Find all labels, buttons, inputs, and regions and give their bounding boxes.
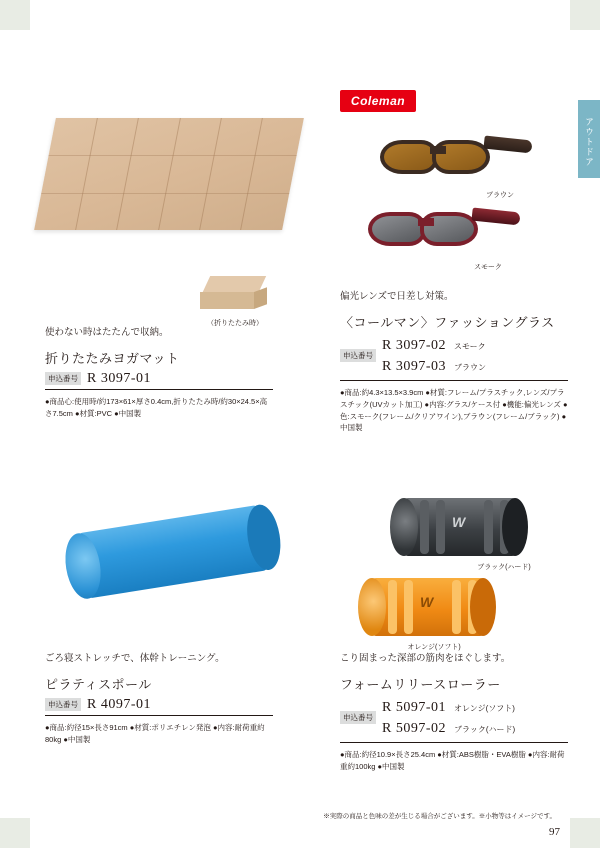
fashion-glasses-code-variant-1: スモーク (454, 342, 486, 352)
yoga-mat-code-number: R 3097-01 (87, 371, 151, 387)
corner-decoration-bottom-right (570, 818, 600, 848)
pilates-pole-spec: ●商品:約径15×長さ91cm ●材質:ポリエチレン発泡 ●内容:耐荷重約80kg ●中国製 (45, 723, 265, 744)
coleman-brand-logo: Coleman (340, 90, 416, 112)
corner-decoration-bottom-left (0, 818, 30, 848)
fashion-glasses-image (340, 90, 568, 290)
glasses-smoke-caption: スモーク (474, 264, 502, 271)
yoga-mat-folded-illustration (200, 276, 268, 316)
pilates-pole-code-label: 申込番号 (45, 698, 81, 711)
foam-roller-code-label: 申込番号 (340, 711, 376, 724)
product-block-foam-roller (340, 480, 568, 773)
yoga-mat-folded-caption: （折りたたみ時） (207, 320, 263, 327)
fashion-glasses-code-row-2 (382, 356, 486, 377)
fashion-glasses-code-number-2: R 3097-03 (382, 359, 446, 375)
foam-roller-catchcopy: こり固まった深部の筋肉をほぐします。 (340, 653, 511, 664)
foam-roller-spec: ●商品:約径10.9×長さ25.4cm ●材質:ABS樹脂・EVA樹脂 ●内容:耐荷重約100kg ●中国製 (340, 750, 565, 771)
yoga-mat-spec: ●商品心:使用時/約173×61×厚さ0.4cm,折りたたみ時/約30×24.5×高さ7.5cm ●材質:PVC ●中国製 (45, 397, 268, 418)
foam-roller-code-row-2 (382, 718, 515, 739)
glasses-brown-caption: ブラウン (486, 192, 514, 199)
yoga-mat-image (45, 118, 273, 326)
pilates-pole-catchcopy: ごろ寝ストレッチで、体幹トレーニング。 (45, 653, 225, 664)
fashion-glasses-catchcopy: 偏光レンズで日差し対策。 (340, 291, 454, 302)
glasses-smoke-illustration (368, 202, 518, 258)
corner-decoration-top-right (570, 0, 600, 30)
fashion-glasses-code-rows (340, 335, 568, 381)
foam-roller-code-rows (340, 697, 568, 743)
pilates-pole-image (45, 500, 273, 652)
yoga-mat-illustration (34, 118, 304, 230)
fashion-glasses-code-variant-2: ブラウン (454, 363, 486, 373)
foam-roller-code-variant-1: オレンジ(ソフト) (454, 704, 515, 714)
category-side-tab: アウトドア (578, 100, 600, 178)
yoga-mat-code-row (45, 371, 273, 390)
foam-roller-code-variant-2: ブラック(ハード) (454, 725, 516, 735)
foam-roller-orange-caption: オレンジ(ソフト) (407, 644, 461, 651)
yoga-mat-name: 折りたたみヨガマット (45, 351, 180, 367)
foam-roller-black-illustration: W (390, 498, 528, 556)
glasses-brown-illustration (380, 130, 530, 186)
page-number: 97 (549, 826, 560, 838)
fashion-glasses-code-number-1: R 3097-02 (382, 338, 446, 354)
foam-roller-black-caption: ブラック(ハード) (477, 564, 531, 571)
pilates-pole-name: ピラティスポール (45, 677, 152, 693)
yoga-mat-code-label: 申込番号 (45, 372, 81, 385)
foam-roller-name: フォームリリースローラー (340, 677, 501, 693)
corner-decoration-top-left (0, 0, 30, 30)
footer-disclaimer: ※実際の商品と色味の差が生じる場合がございます。※小物等はイメージです。 (323, 813, 556, 820)
foam-roller-orange-illustration: W (358, 578, 496, 636)
product-block-fashion-glasses (340, 90, 568, 434)
pilates-pole-code-number: R 4097-01 (87, 697, 151, 713)
pilates-pole-code-row (45, 697, 273, 716)
yoga-mat-catchcopy: 使わない時はたたんで収納。 (45, 327, 169, 338)
fashion-glasses-code-label: 申込番号 (340, 349, 376, 362)
pilates-pole-illustration (61, 505, 269, 601)
fashion-glasses-name: 〈コールマン〉ファッショングラス (340, 315, 555, 331)
foam-roller-code-row-1 (382, 697, 515, 718)
foam-roller-code-number-2: R 5097-02 (382, 721, 446, 737)
product-block-yoga-mat (45, 118, 273, 420)
foam-roller-image (340, 480, 568, 652)
product-block-pilates-pole (45, 500, 273, 746)
foam-roller-code-number-1: R 5097-01 (382, 700, 446, 716)
fashion-glasses-code-row-1 (382, 335, 486, 356)
fashion-glasses-spec: ●商品:約4.3×13.5×3.9cm ●材質:フレーム/プラスチック,レンズ/プラスチック(UVカット加工) ●内容:グラス/ケース付 ●機能:偏光レンズ ●色:スモーク(フレーム/クリアワイン),ブラウン(フレーム/ブラック) ●中国製 (340, 388, 568, 433)
